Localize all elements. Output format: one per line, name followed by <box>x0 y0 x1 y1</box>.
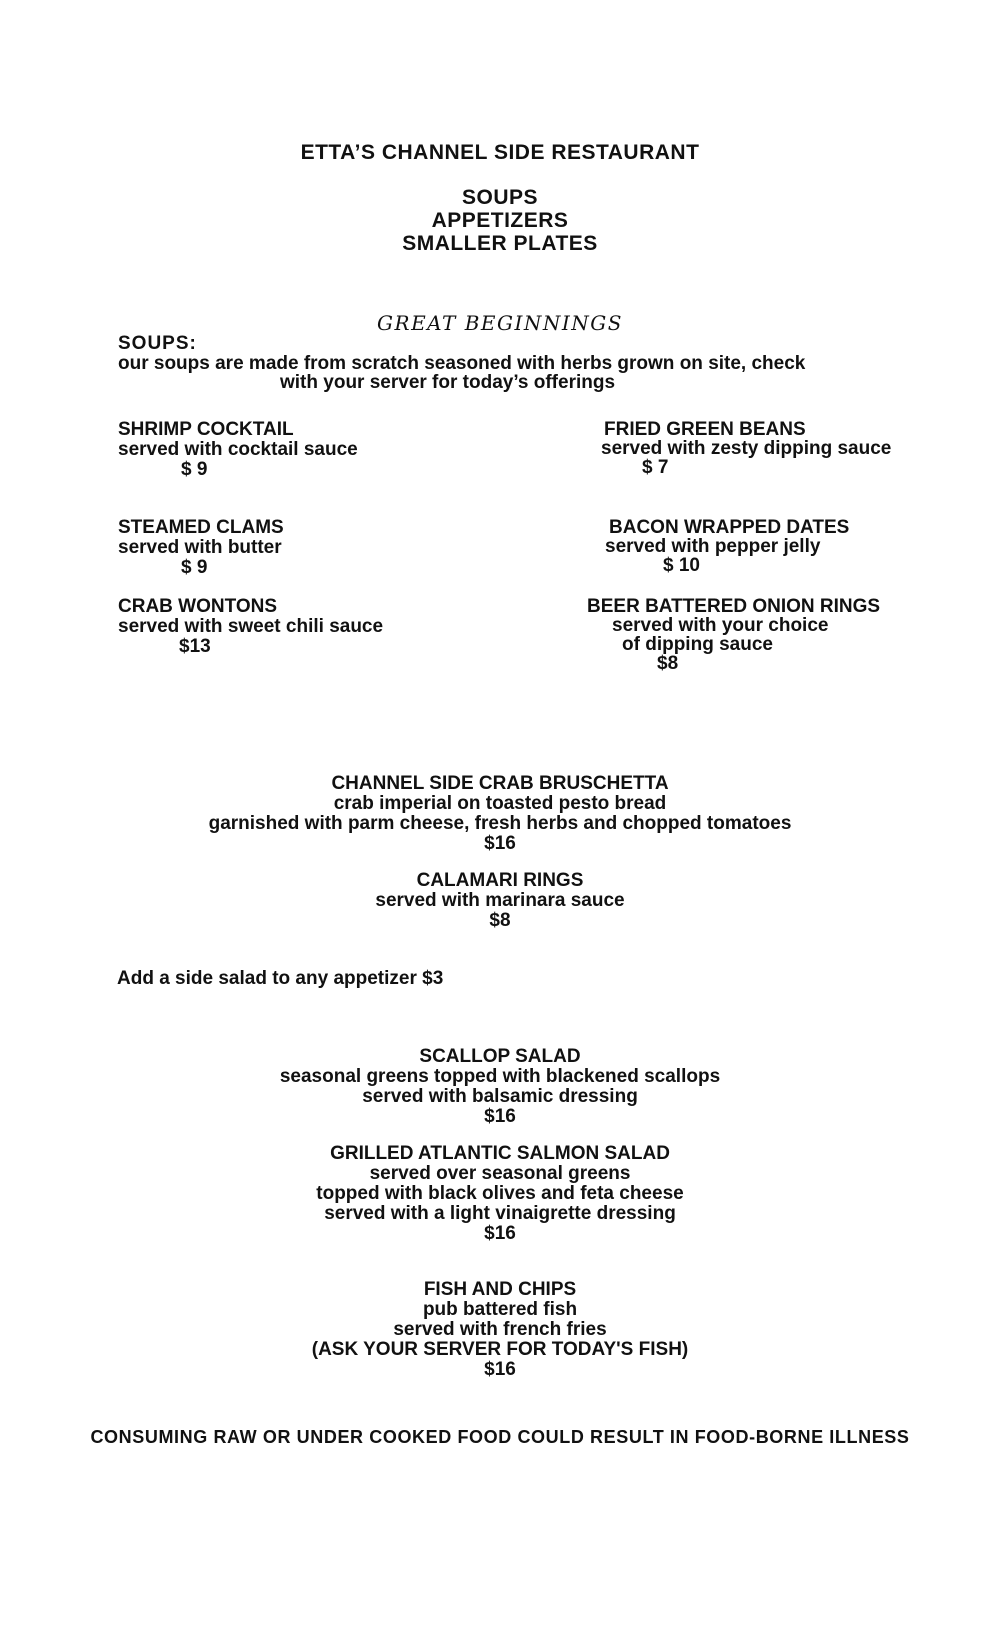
item-price: $13 <box>179 636 211 657</box>
item-description: pub battered fish <box>422 1299 578 1320</box>
menu-item-onion-rings-price: $8 <box>657 653 679 674</box>
item-name: FISH AND CHIPS <box>423 1279 577 1300</box>
menu-item-onion-rings-name: BEER BATTERED ONION RINGS <box>587 596 881 617</box>
menu-item-bacon-wrapped-dates-price: $ 10 <box>663 555 700 576</box>
restaurant-name: ETTA’S CHANNEL SIDE RESTAURANT <box>300 141 700 164</box>
menu-item-onion-rings-description-2: of dipping sauce <box>622 634 773 655</box>
item-name: CALAMARI RINGS <box>416 870 584 891</box>
item-description: served with sweet chili sauce <box>118 616 384 637</box>
item-name: GRILLED ATLANTIC SALMON SALAD <box>330 1143 670 1164</box>
section-soups: SOUPS <box>461 186 539 209</box>
item-name: SCALLOP SALAD <box>419 1046 581 1067</box>
menu-item-bacon-wrapped-dates-description: served with pepper jelly <box>605 536 821 557</box>
item-price: $16 <box>484 1106 516 1127</box>
item-description: seasonal greens topped with blackened scallops <box>279 1066 721 1087</box>
item-description-2: topped with black olives and feta cheese <box>316 1183 684 1204</box>
menu-item-fried-green-beans-description: served with zesty dipping sauce <box>601 438 892 459</box>
soups-heading: SOUPS: <box>118 333 197 354</box>
menu-item-crab-wontons <box>118 597 383 657</box>
section-appetizers: APPETIZERS <box>431 209 569 232</box>
menu-item-crab-bruschetta <box>0 774 1000 854</box>
item-description: crab imperial on toasted pesto bread <box>333 793 667 814</box>
item-name: CHANNEL SIDE CRAB BRUSCHETTA <box>331 773 669 794</box>
item-name: STEAMED CLAMS <box>118 517 284 538</box>
item-description-2: served with balsamic dressing <box>362 1086 638 1107</box>
menu-item-shrimp-cocktail <box>118 420 358 480</box>
item-description-3: served with a light vinaigrette dressing <box>324 1203 676 1224</box>
item-price: $16 <box>484 1359 516 1380</box>
menu-item-calamari-rings <box>0 871 1000 931</box>
item-name: SHRIMP COCKTAIL <box>118 419 294 440</box>
menu-item-fish-and-chips <box>0 1280 1000 1380</box>
item-price: $8 <box>489 910 511 931</box>
item-price: $ 9 <box>181 459 208 480</box>
side-salad-note: Add a side salad to any appetizer $3 <box>117 968 444 989</box>
item-description: served with cocktail sauce <box>118 439 358 460</box>
menu-item-fried-green-beans-name: FRIED GREEN BEANS <box>604 419 806 440</box>
food-safety-warning: CONSUMING RAW OR UNDER COOKED FOOD COULD RESULT IN FOOD-BORNE ILLNESS <box>90 1427 910 1447</box>
menu-item-salmon-salad <box>0 1144 1000 1244</box>
item-description-2: garnished with parm cheese, fresh herbs and chopped tomatoes <box>208 813 792 834</box>
item-description-2: served with french fries <box>393 1319 607 1340</box>
section-smaller-plates: SMALLER PLATES <box>402 232 598 255</box>
item-description-3: (ASK YOUR SERVER FOR TODAY'S FISH) <box>311 1339 689 1360</box>
section-list <box>0 186 1000 255</box>
item-name: CRAB WONTONS <box>118 596 278 617</box>
item-price: $16 <box>484 833 516 854</box>
item-description: served with butter <box>118 537 282 558</box>
item-description: served with marinara sauce <box>375 890 625 911</box>
soups-description-line2: with your server for today’s offerings <box>280 372 616 393</box>
item-price: $16 <box>484 1223 516 1244</box>
item-price: $ 9 <box>181 557 208 578</box>
menu-item-onion-rings-description: served with your choice <box>612 615 829 636</box>
menu-item-scallop-salad <box>0 1047 1000 1127</box>
menu-item-fried-green-beans-price: $ 7 <box>642 457 669 478</box>
soups-description-line1: our soups are made from scratch seasoned with herbs grown on site, check <box>118 353 806 374</box>
great-beginnings-heading: GREAT BEGINNINGS <box>377 311 623 335</box>
menu-item-bacon-wrapped-dates-name: BACON WRAPPED DATES <box>609 517 850 538</box>
menu-item-steamed-clams <box>118 518 284 578</box>
item-description: served over seasonal greens <box>369 1163 631 1184</box>
